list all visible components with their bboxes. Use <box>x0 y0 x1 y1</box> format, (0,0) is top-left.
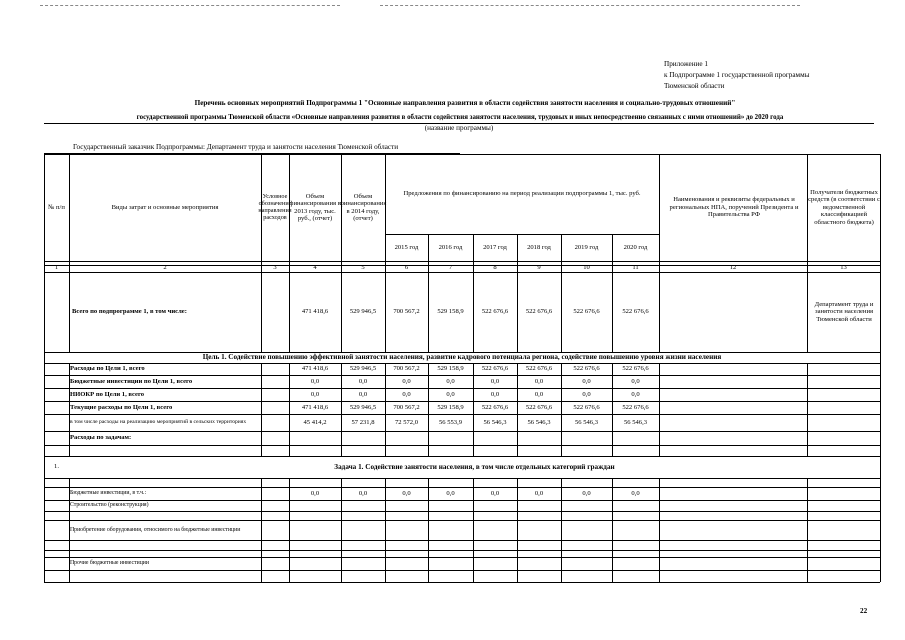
task-row-value <box>428 500 473 511</box>
goal-row-value: 0,0 <box>534 377 544 385</box>
total-row-value: 522 676,6 <box>481 308 509 316</box>
goal-row-value: 57 231,8 <box>351 418 375 426</box>
header-conditions: Условное обозначение направления расходов <box>258 193 292 221</box>
goal-row-value: 56 546,3 <box>483 418 507 426</box>
goal-row-value: 522 676,6 <box>525 365 553 373</box>
grid-line <box>44 478 880 479</box>
goal-row-value: 0,0 <box>446 377 455 385</box>
goal-row-value: 529 946,5 <box>349 365 377 373</box>
goal-row-value: 522 676,6 <box>481 365 509 373</box>
task-row-value <box>561 520 612 540</box>
header-recipients: Получатели бюджетных средств (в соответствии с ведомственной классификацией областного бюджета) <box>808 189 880 226</box>
grid-line <box>261 363 262 456</box>
goal-row-value: 72 572,0 <box>394 418 419 426</box>
header-year-2020: 2020 год <box>623 243 648 251</box>
total-row-value: 471 418,6 <box>301 308 329 316</box>
task-row-value <box>612 500 659 511</box>
goal-row-value: 56 546,3 <box>527 418 551 426</box>
goal-row-value: 522 676,6 <box>525 403 553 411</box>
grid-line <box>44 570 880 571</box>
total-row-value: 522 676,6 <box>525 308 553 316</box>
goal-row-value: 0,0 <box>490 390 500 398</box>
grid-line <box>44 582 880 583</box>
header-acts: Наименования и реквизиты федеральных и региональных НПА, поручений Президента и Правительства РФ <box>669 196 799 219</box>
goal-row-value: 522 676,6 <box>573 365 600 373</box>
document-title-line-1: Перечень основных мероприятий Подпрограммы 1 "Основные направления развития в области содействия занятости населения и социально-трудовых отношений" <box>194 99 736 107</box>
task-row-value <box>612 520 659 540</box>
task-row-value: 0,0 <box>490 489 500 497</box>
total-row-value: 522 676,6 <box>573 308 600 316</box>
customer-line: Государственный заказчик Подпрограммы: Департамент труда и занятости населения Тюменской области <box>73 143 399 151</box>
total-row-recipient: Департамент труда и занятости населения Тюменской области <box>814 300 874 323</box>
task-row-value <box>473 500 517 511</box>
task-row-label: Приобретение оборудования, относимого на бюджетные инвестиции <box>70 526 241 533</box>
total-row-value: 522 676,6 <box>622 308 649 316</box>
header-types: Виды затрат и основные мероприятия <box>111 203 219 211</box>
task-row-value <box>289 500 341 511</box>
column-number-11: 11 <box>632 264 639 272</box>
goal-1-header: Цель 1. Содействие повышению эффективной занятости населения, развитие кадрового потенциала региона, содействие повышению уровня жизни населения <box>202 353 722 362</box>
column-number-10: 10 <box>583 264 590 272</box>
title-caption: (название программы) <box>424 124 494 132</box>
goal-row-value <box>473 431 517 445</box>
header-year-2019: 2019 год <box>574 243 599 251</box>
goal-row-value: 0,0 <box>534 390 544 398</box>
goal-row-value: 522 676,6 <box>481 403 509 411</box>
goal-row-label: НИОКР по Цели 1, всего <box>70 390 145 398</box>
task-row-value <box>341 500 385 511</box>
task-row-value <box>289 557 341 570</box>
goal-row-value: 522 676,6 <box>622 403 649 411</box>
header-vol2013: Объем финансирования в 2013 году, тыс. руб., (отчет) <box>289 192 341 222</box>
goal-row-value: 45 414,2 <box>303 418 327 426</box>
goal-row-value: 0,0 <box>358 377 368 385</box>
task-row-value <box>289 520 341 540</box>
column-number-13: 13 <box>840 264 847 272</box>
total-row-label: Всего по подпрограмме 1, в том числе: <box>72 308 187 316</box>
grid-line <box>807 363 808 456</box>
column-number-12: 12 <box>729 264 737 272</box>
goal-row-label: Расходы по задачам: <box>70 434 132 442</box>
column-number-3: 3 <box>273 264 277 272</box>
grid-line <box>659 363 660 456</box>
task-row-value: 0,0 <box>582 489 591 497</box>
goal-row-value: 56 546,3 <box>574 418 599 426</box>
grid-line <box>44 445 880 446</box>
goal-row-value: 56 546,3 <box>623 418 648 426</box>
goal-row-value <box>341 431 385 445</box>
header-proposals: Предложения по финансированию на период реализации подпрограммы 1, тыс. руб. <box>403 190 641 198</box>
column-number-7: 7 <box>448 264 453 272</box>
goal-row-value: 0,0 <box>402 377 411 385</box>
task-row-value: 0,0 <box>310 489 320 497</box>
total-row-value: 529 946,5 <box>349 308 377 316</box>
task-1-num: 1. <box>54 463 59 471</box>
task-row-value <box>517 520 561 540</box>
goal-row-value: 0,0 <box>582 390 591 398</box>
header-year-2017: 2017 год <box>483 243 507 251</box>
goal-row-value <box>612 431 659 445</box>
header-num: № п/п <box>48 203 65 211</box>
goal-row-value: 529 158,9 <box>437 403 464 411</box>
document-title-line-2: государственной программы Тюменской области «Основные направления развития в области содействия занятости населения, трудовых и иных непосредственно связанных с ними отношений» до 2020 года <box>136 114 784 121</box>
column-number-6: 6 <box>404 264 409 272</box>
goal-row-value: 529 946,5 <box>349 403 377 411</box>
goal-row-value: 0,0 <box>582 377 591 385</box>
total-row-value: 700 567,2 <box>393 308 420 316</box>
goal-row-value <box>517 431 561 445</box>
goal-row-value: 56 553,9 <box>438 418 463 426</box>
task-row-value <box>612 557 659 570</box>
task-row-value <box>561 557 612 570</box>
column-number-1: 1 <box>54 264 59 272</box>
goal-row-value: 0,0 <box>402 390 411 398</box>
task-row-label: Бюджетные инвестиции, в т.ч.: <box>70 490 147 497</box>
goal-row-label: Бюджетные инвестиции по Цели 1, всего <box>70 377 193 385</box>
task-row-value <box>341 520 385 540</box>
column-number-5: 5 <box>361 264 365 272</box>
header-vol2014: Объем финансирования в 2014 году, (отчет) <box>339 192 387 222</box>
grid-line <box>880 154 881 582</box>
goal-row-value: 471 418,6 <box>301 365 329 373</box>
goal-row-value: 0,0 <box>490 377 500 385</box>
task-row-value: 0,0 <box>402 489 411 497</box>
grid-line <box>44 261 880 262</box>
appendix-line-1: Приложение 1 <box>664 60 708 68</box>
task-row-value <box>428 520 473 540</box>
column-number-9: 9 <box>537 264 541 272</box>
goal-row-value: 0,0 <box>358 390 368 398</box>
grid-line <box>44 550 880 551</box>
goal-row-value: 522 676,6 <box>622 365 649 373</box>
goal-row-label: в том числе расходы на реализацию мероприятий в сельских территориях <box>70 419 247 426</box>
goal-row-value: 0,0 <box>310 377 320 385</box>
header-year-2016: 2016 год <box>438 243 463 251</box>
task-row-label: Строительство (реконструкция) <box>70 502 149 509</box>
goal-row-value: 700 567,2 <box>393 403 420 411</box>
goal-row-value <box>428 431 473 445</box>
task-row-value: 0,0 <box>358 489 368 497</box>
header-year-2015: 2015 год <box>394 243 419 251</box>
task-row-value: 0,0 <box>534 489 544 497</box>
column-number-4: 4 <box>313 264 317 272</box>
grid-line <box>44 540 880 541</box>
column-number-8: 8 <box>493 264 497 272</box>
goal-row-value <box>385 431 428 445</box>
task-row-value: 0,0 <box>631 489 640 497</box>
task-row-value <box>385 520 428 540</box>
total-row-value: 529 158,9 <box>437 308 464 316</box>
scan-artifact <box>40 5 340 6</box>
task-row-value <box>517 557 561 570</box>
header-year-2018: 2018 год <box>527 243 551 251</box>
task-1-header: Задача 1. Содействие занятости населения, в том числе отдельных категорий граждан <box>334 462 615 471</box>
grid-line <box>807 478 808 582</box>
goal-row-value <box>561 431 612 445</box>
goal-row-label: Текущие расходы по Цели 1, всего <box>70 403 173 411</box>
goal-row-value: 522 676,6 <box>573 403 600 411</box>
task-row-value <box>473 557 517 570</box>
grid-line <box>261 478 262 582</box>
goal-row-label: Расходы по Цели 1, всего <box>70 365 145 373</box>
scan-artifact <box>380 5 800 6</box>
task-row-value <box>473 520 517 540</box>
task-row-value <box>428 557 473 570</box>
task-row-label: Прочие бюджетные инвестиции <box>70 560 150 567</box>
appendix-line-3: Тюменской области <box>664 82 725 90</box>
task-row-value <box>517 500 561 511</box>
task-row-value <box>561 500 612 511</box>
grid-line <box>44 511 880 512</box>
grid-line <box>659 154 660 352</box>
goal-row-value: 0,0 <box>631 390 640 398</box>
goal-row-value: 0,0 <box>310 390 320 398</box>
page-number: 22 <box>860 607 868 615</box>
goal-row-value: 0,0 <box>631 377 640 385</box>
appendix-line-2: к Подпрограмме 1 государственной программы <box>664 71 810 79</box>
goal-row-value: 529 158,9 <box>437 365 464 373</box>
task-row-value: 0,0 <box>446 489 455 497</box>
goal-row-value: 0,0 <box>446 390 455 398</box>
column-number-2: 2 <box>163 264 167 272</box>
task-row-value <box>385 557 428 570</box>
task-row-value <box>341 557 385 570</box>
task-row-value <box>385 500 428 511</box>
goal-row-value: 471 418,6 <box>301 403 329 411</box>
goal-row-value <box>289 431 341 445</box>
grid-line <box>659 478 660 582</box>
goal-row-value: 700 567,2 <box>393 365 420 373</box>
